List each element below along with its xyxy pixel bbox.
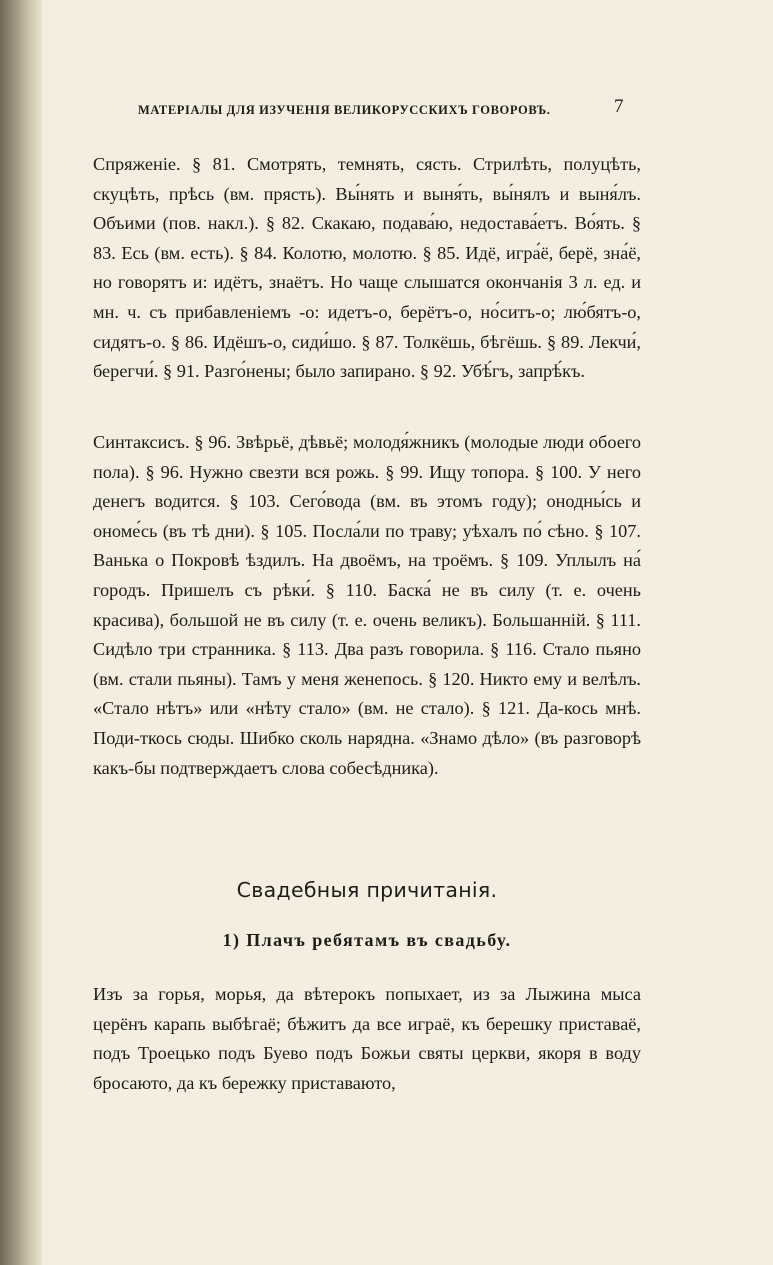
page-number: 7 — [614, 96, 624, 117]
section-subtitle: 1) Плачъ ребятамъ въ свадьбу. — [222, 930, 512, 950]
paragraph-text: Спряженіе. § 81. Смотрять, темнять, сясть. Стрилѣть, полуцѣть, скуцѣть, прѣсь (вм. прясть). Вы́нять и выня́ть, вы́нялъ и выня́лъ. Объими (пов. накл.). § 82. Скакаю, подава́ю, недостава́етъ. Во́ять. § 83. Есь (вм. есть). § 84. Колотю, молотю. § 85. Идё, игра́ё, берё, зна́ё, но говорятъ и: идётъ, знаётъ. Но чаще слышатся окончанія 3 л. ед. и мн. ч. съ прибавленіемъ -о: идетъ-о, берётъ-о, но́ситъ-о; лю́бятъ-о, сидятъ-о. § 86. Идёшъ-о, сиди́шо. § 87. Толкёшь, бѣгёшь. § 89. Лекчи́, берегчи́. § 91. Разго́нены; было запирано. § 92. Убѣ́гъ, запрѣ́къ. — [93, 154, 641, 382]
paragraph-text: Изъ за горья, морья, да вѣтерокъ попыхает, из за Лыжина мыса церёнъ карапь выбѣгаё; бѣжитъ да все играё, къ берешку приставаё, подъ Троецько подъ Буево подъ Божьи святы церкви, якоря в воду бросаюто, да къ бережку приставаюто, — [93, 984, 641, 1093]
book-spine-shadow — [0, 0, 42, 1265]
paragraph-conjugation — [93, 150, 641, 387]
running-header: МАТЕРІАЛЫ ДЛЯ ИЗУЧЕНІЯ ВЕЛИКОРУССКИХЪ ГОВОРОВЪ. — [138, 103, 551, 117]
lament-text — [93, 980, 641, 1098]
section-title: Свадебныя причитанія. — [236, 878, 498, 902]
paragraph-text: Синтаксисъ. § 96. Звѣрьё, дѣвьё; молодя́жникъ (молодые люди обоего пола). § 96. Нужно свезти вся рожь. § 99. Ищу топора. § 100. У него денегъ водится. § 103. Сего́вода (вм. въ этомъ году); онодны́сь и ономе́сь (въ тѣ дни). § 105. Посла́ли по траву; уѣхалъ по́ сѣно. § 107. Ванька о Покровѣ ѣздилъ. На двоёмъ, на троёмъ. § 109. Уплылъ на́ городъ. Пришелъ съ рѣки́. § 110. Баска́ не въ силу (т. е. очень красива), большой не въ силу (т. е. очень великъ). Большаннiй. § 111. Сидѣло три странника. § 113. Два разъ говорила. § 116. Стало пьяно (вм. стали пьяны). Тамъ у меня женепось. § 120. Никто ему и велѣлъ. «Стало нѣтъ» или «нѣту стало» (вм. не стало). § 121. Да-кось мнѣ. Поди-ткось сюды. Шибко сколь нарядна. «Знамо дѣло» (въ разговорѣ какъ-бы подтверждаетъ слова собесѣдника). — [93, 432, 641, 778]
paragraph-syntax — [93, 428, 641, 783]
